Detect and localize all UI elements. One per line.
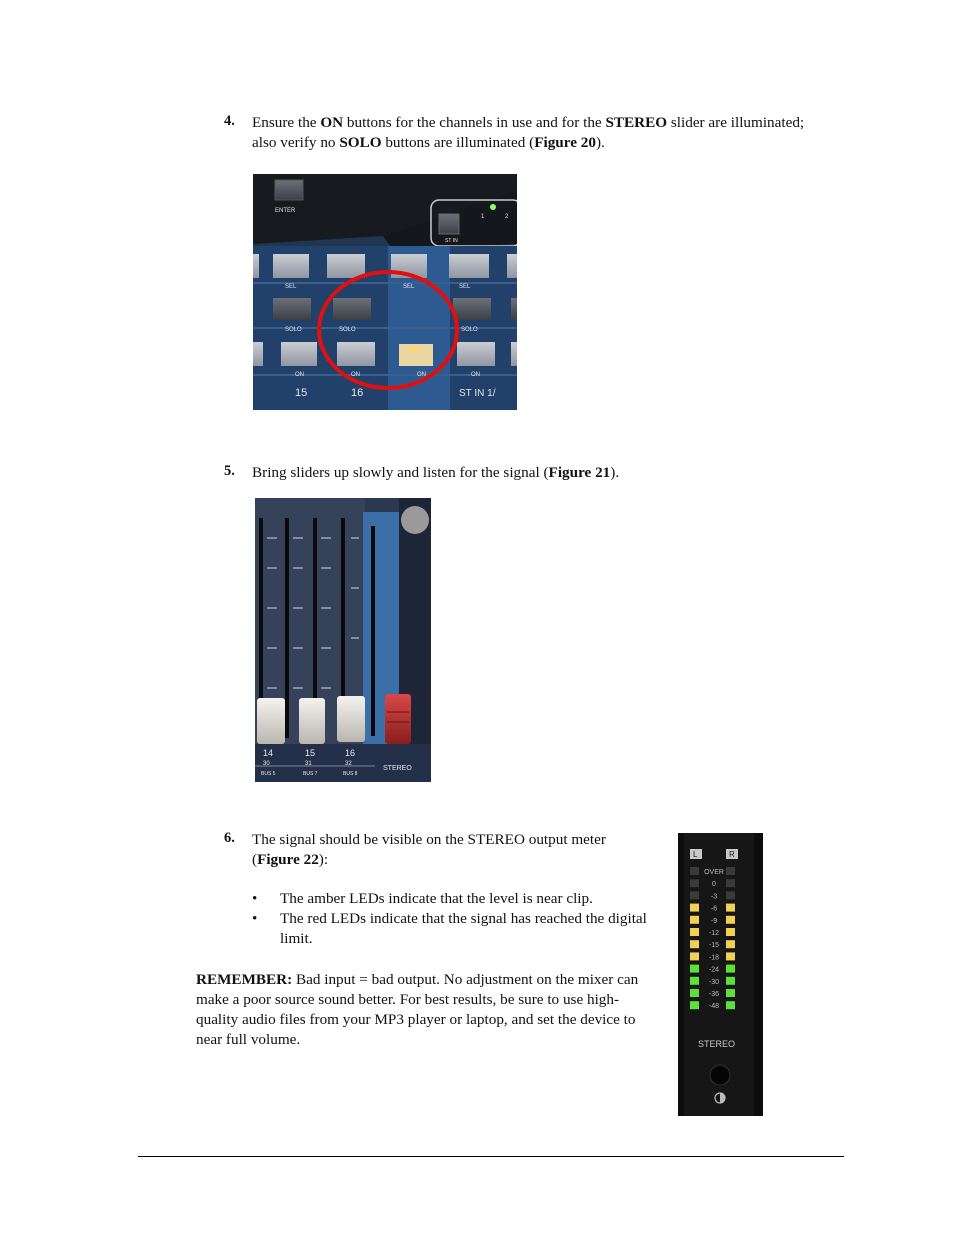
remember-label: REMEMBER:	[196, 971, 293, 988]
bus-label: BUS 5	[261, 771, 276, 777]
enter-label: ENTER	[275, 208, 296, 214]
bus-label: BUS 7	[303, 771, 318, 777]
meter-scale-label: -24	[708, 966, 720, 974]
meter-led	[726, 928, 735, 936]
meter-led	[690, 965, 699, 973]
step-6-text: The signal should be visible on the STEREO output meter (Figure 22):	[252, 831, 606, 868]
meter-led	[690, 1001, 699, 1009]
list-item: • The amber LEDs indicate that the level is near clip.	[252, 889, 657, 909]
channel-16-label: 16	[351, 387, 364, 399]
step-4-text: Ensure the ON buttons for the channels in use and for the STEREO slider are illuminated; also verify no SOLO buttons are illuminated (Figure 20).	[252, 114, 805, 151]
meter-led	[726, 940, 735, 948]
channel-number: 15	[305, 748, 316, 758]
meter-led	[690, 867, 699, 875]
meter-scale-label: -6	[710, 905, 718, 913]
on-label: ON	[471, 372, 480, 378]
meter-led	[690, 879, 699, 887]
channel-number: 14	[263, 748, 274, 758]
meter-led	[726, 904, 735, 912]
st-in-1-label: ST IN 1/	[459, 388, 496, 399]
led-1-label: 1	[481, 214, 485, 220]
meter-scale-label: -36	[708, 991, 720, 998]
on-label: ON	[351, 372, 360, 378]
right-channel-label: R	[729, 850, 735, 859]
st-in-label: ST IN	[445, 238, 458, 244]
bus-number: 31	[305, 761, 312, 767]
meter-led	[690, 916, 699, 924]
meter-led	[726, 989, 735, 997]
figure-21-photo	[255, 498, 431, 782]
meter-led	[690, 977, 699, 985]
step-6-number: 6.	[224, 830, 235, 846]
stereo-label: STEREO	[383, 765, 412, 772]
channel-15-label: 15	[295, 387, 308, 399]
solo-label: SOLO	[285, 327, 302, 333]
meter-led	[726, 965, 735, 973]
step-5-text: Bring sliders up slowly and listen for the signal (Figure 21).	[252, 464, 620, 481]
meter-led	[726, 891, 735, 899]
meter-led	[690, 989, 699, 997]
list-item: • The red LEDs indicate that the signal has reached the digital limit.	[252, 909, 657, 949]
remember-paragraph: REMEMBER: Bad input = bad output. No adjustment on the mixer can make a poor source sound better. For best results, be sure to use high-quality audio files from your MP3 player or laptop, and set the device to near full volume.	[196, 971, 639, 1048]
step-4-number: 4.	[224, 113, 235, 129]
meter-scale-label: 0	[712, 881, 716, 889]
meter-led	[726, 977, 735, 985]
meter-led	[726, 916, 735, 924]
solo-label: SOLO	[339, 327, 356, 333]
meter-scale-label: -15	[708, 942, 720, 950]
sel-label: SEL	[285, 284, 297, 290]
meter-led	[726, 1001, 735, 1009]
led-2-label: 2	[505, 214, 509, 220]
sel-label: SEL	[459, 284, 471, 290]
meter-scale-label: -3	[710, 893, 718, 901]
meter-scale-label: -48	[708, 1003, 720, 1011]
meter-scale-label: -12	[708, 930, 720, 937]
stereo-meter-label: STEREO	[698, 1039, 736, 1049]
on-label: ON	[417, 372, 426, 378]
meter-led	[690, 891, 699, 899]
meter-scale-label: OVER	[704, 869, 724, 876]
meter-led	[690, 928, 699, 936]
step-5-number: 5.	[224, 463, 235, 479]
meter-led	[690, 952, 699, 960]
bus-number: 32	[345, 761, 352, 767]
footer-rule	[138, 1156, 844, 1157]
meter-led	[690, 940, 699, 948]
left-channel-label: L	[693, 850, 698, 859]
on-label: ON	[295, 372, 304, 378]
figure-22-photo	[678, 833, 763, 1116]
meter-led	[726, 879, 735, 887]
meter-scale-label: -9	[710, 917, 718, 925]
channel-number: 16	[345, 748, 356, 758]
sel-label: SEL	[403, 284, 415, 290]
bus-label: BUS 8	[343, 771, 358, 777]
bus-number: 30	[263, 761, 270, 767]
meter-scale-label: -30	[708, 978, 720, 986]
solo-label: SOLO	[461, 327, 478, 333]
meter-led	[726, 867, 735, 875]
led-bullet-list	[252, 889, 657, 949]
meter-scale-label: -18	[708, 954, 720, 962]
meter-led	[726, 952, 735, 960]
meter-led	[690, 904, 699, 912]
figure-20-photo	[253, 174, 517, 410]
